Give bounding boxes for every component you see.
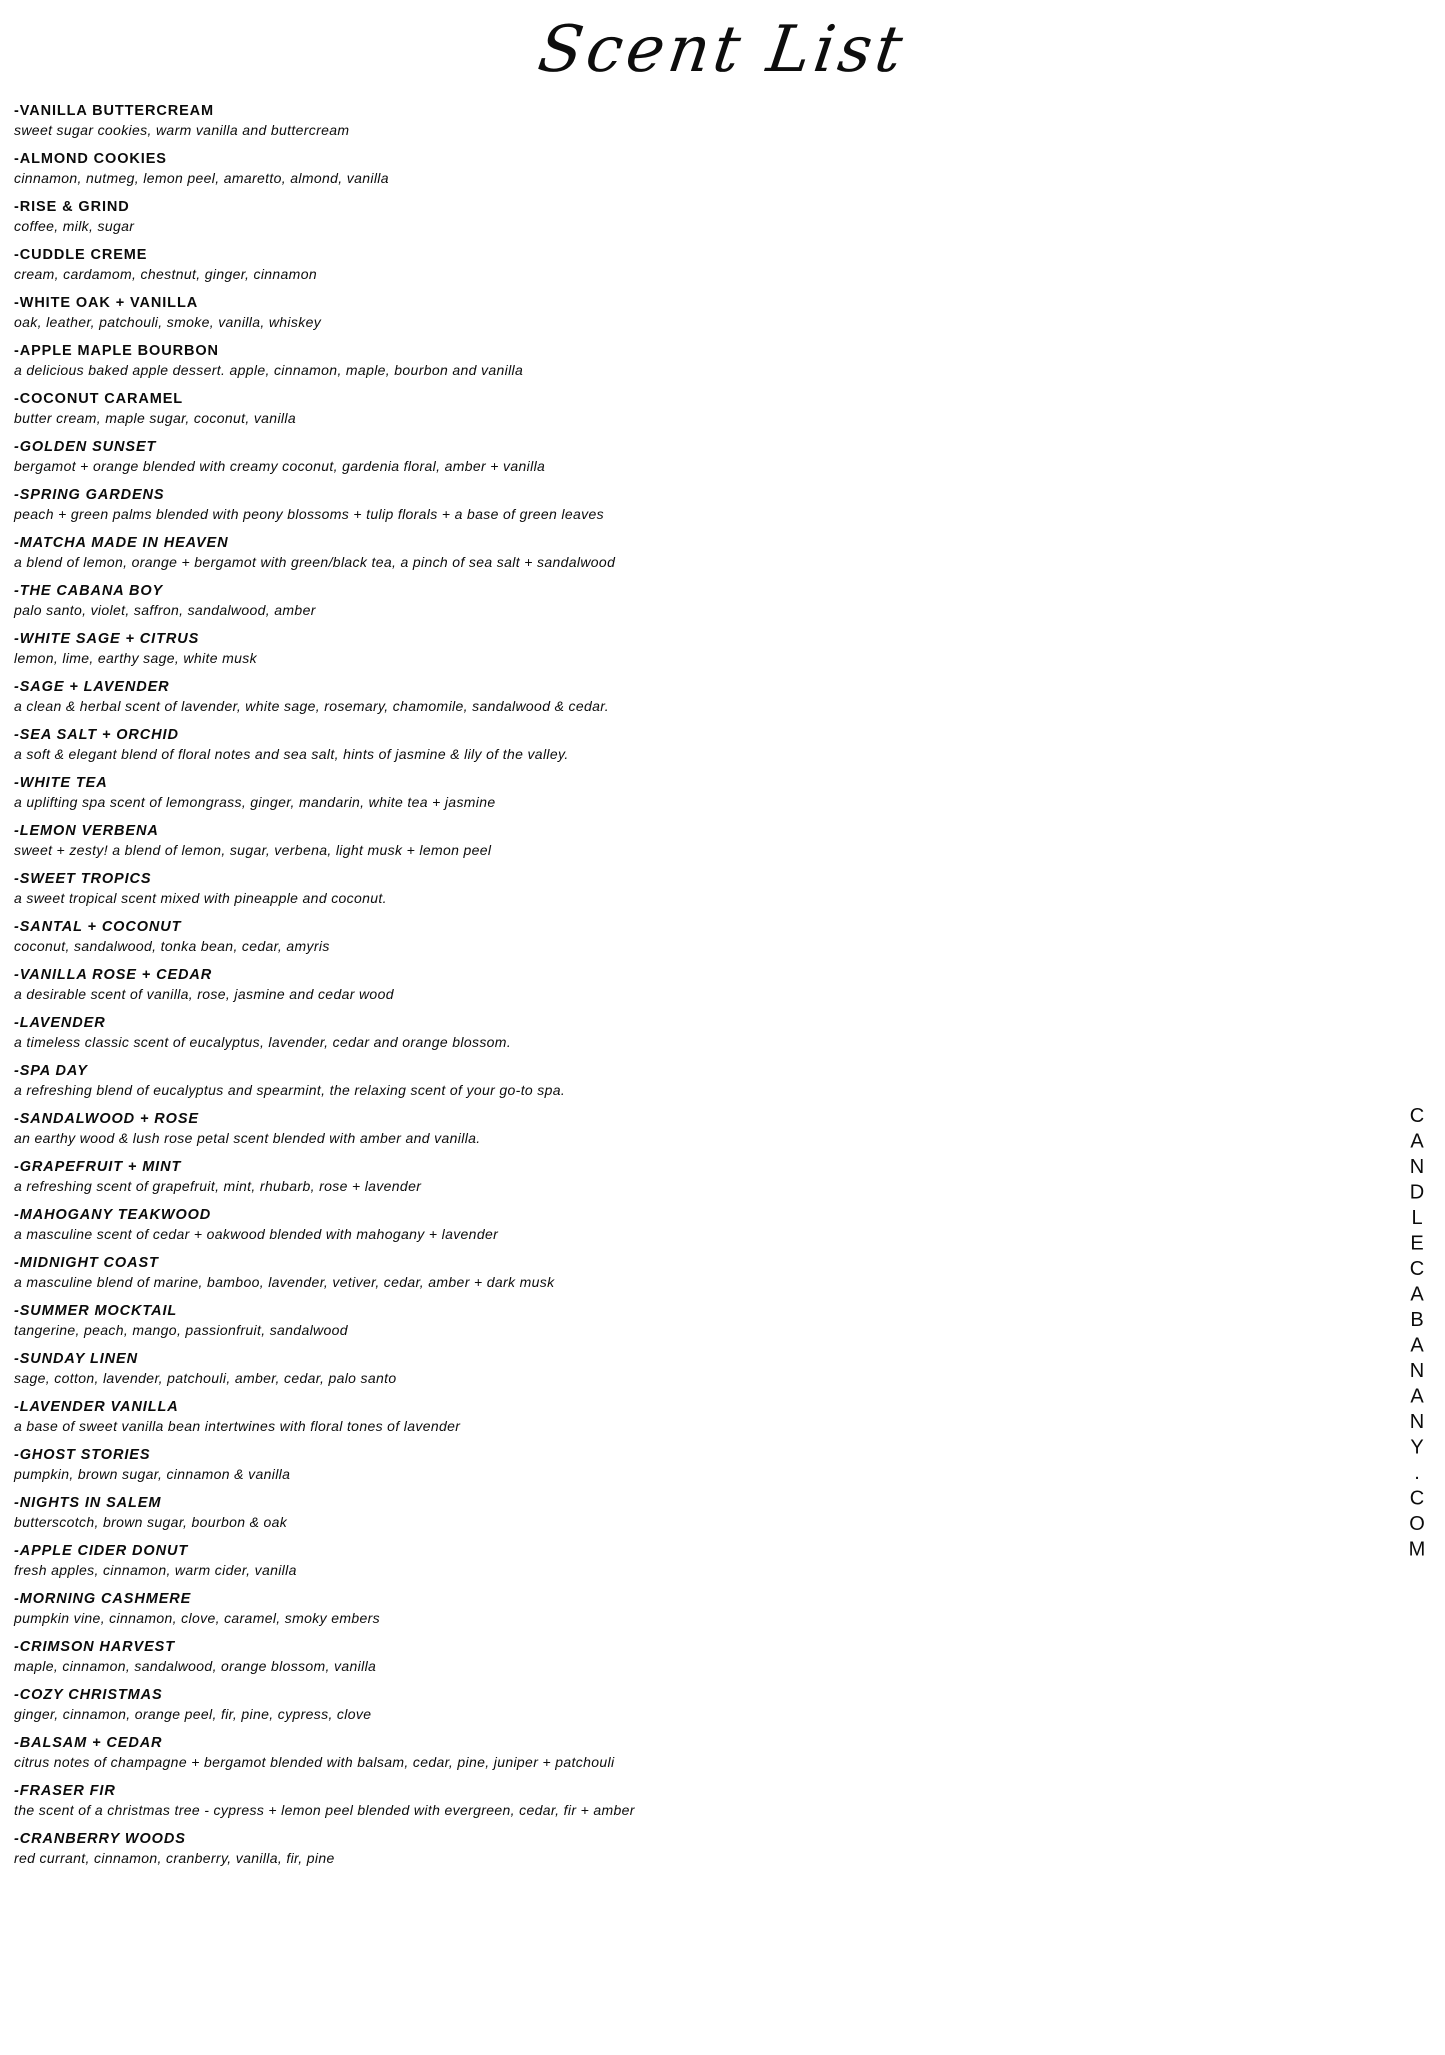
scent-name: -LAVENDER VANILLA [14,1399,179,1415]
scent-entry [14,294,1304,332]
scent-name: -RISE & GRIND [14,199,130,215]
scent-name: -SWEET TROPICS [14,871,152,887]
scent-description: maple, cinnamon, sandalwood, orange blossom, vanilla [14,1658,377,1674]
scent-name: -WHITE OAK + VANILLA [14,295,199,311]
scent-name: -SPRING GARDENS [14,487,165,503]
scent-description: oak, leather, patchouli, smoke, vanilla, whiskey [14,314,322,330]
scent-description: a blend of lemon, orange + bergamot with green/black tea, a pinch of sea salt + sandalwood [14,554,616,570]
scent-name: -CRANBERRY WOODS [14,1831,186,1847]
scent-description: a base of sweet vanilla bean intertwines with floral tones of lavender [14,1418,461,1434]
scent-entry [14,966,1304,1004]
scent-name: -GRAPEFRUIT + MINT [14,1159,182,1175]
scent-description: palo santo, violet, saffron, sandalwood, amber [14,602,316,618]
scent-entry [14,342,1304,380]
scent-entry [14,1638,1304,1676]
scent-description: a clean & herbal scent of lavender, white sage, rosemary, chamomile, sandalwood & cedar. [14,698,609,714]
scent-name: -ALMOND COOKIES [14,151,167,167]
page-title: Scent List [534,13,911,87]
scent-name: -MATCHA MADE IN HEAVEN [14,535,229,551]
scent-entry [14,1494,1304,1532]
scent-entry [14,1686,1304,1724]
scent-description: a desirable scent of vanilla, rose, jasmine and cedar wood [14,986,394,1002]
scent-list [14,102,1304,1878]
scent-description: citrus notes of champagne + bergamot blended with balsam, cedar, pine, juniper + patchouli [14,1754,615,1770]
scent-entry [14,486,1304,524]
scent-description: a masculine scent of cedar + oakwood blended with mahogany + lavender [14,1226,499,1242]
scent-description: sweet + zesty! a blend of lemon, sugar, verbena, light musk + lemon peel [14,842,492,858]
scent-entry [14,1062,1304,1100]
scent-name: -NIGHTS IN SALEM [14,1495,162,1511]
scent-description: bergamot + orange blended with creamy coconut, gardenia floral, amber + vanilla [14,458,546,474]
scent-entry [14,918,1304,956]
scent-name: -SANDALWOOD + ROSE [14,1111,199,1127]
scent-entry [14,1542,1304,1580]
scent-name: -SUMMER MOCKTAIL [14,1303,178,1319]
scent-description: lemon, lime, earthy sage, white musk [14,650,257,666]
scent-entry [14,198,1304,236]
scent-description: pumpkin vine, cinnamon, clove, caramel, smoky embers [14,1610,381,1626]
scent-entry [14,1734,1304,1772]
scent-entry [14,678,1304,716]
brand-vertical-text: CANDLECABANANY.COM [1406,1105,1428,1564]
scent-entry [14,1446,1304,1484]
scent-entry [14,1158,1304,1196]
scent-name: -MIDNIGHT COAST [14,1255,159,1271]
scent-name: -LAVENDER [14,1015,106,1031]
scent-name: -COZY CHRISTMAS [14,1687,163,1703]
scent-entry [14,630,1304,668]
scent-description: cinnamon, nutmeg, lemon peel, amaretto, almond, vanilla [14,170,389,186]
scent-description: an earthy wood & lush rose petal scent blended with amber and vanilla. [14,1130,481,1146]
scent-entry [14,726,1304,764]
scent-description: ginger, cinnamon, orange peel, fir, pine, cypress, clove [14,1706,372,1722]
scent-name: -SPA DAY [14,1063,88,1079]
scent-entry [14,1110,1304,1148]
scent-description: red currant, cinnamon, cranberry, vanilla, fir, pine [14,1850,335,1866]
scent-name: -BALSAM + CEDAR [14,1735,163,1751]
scent-description: a sweet tropical scent mixed with pineapple and coconut. [14,890,387,906]
scent-name: -SEA SALT + ORCHID [14,727,179,743]
scent-name: -GOLDEN SUNSET [14,439,157,455]
scent-name: -MAHOGANY TEAKWOOD [14,1207,212,1223]
scent-entry [14,534,1304,572]
scent-description: butter cream, maple sugar, coconut, vanilla [14,410,296,426]
scent-entry [14,1782,1304,1820]
scent-entry [14,582,1304,620]
scent-name: -LEMON VERBENA [14,823,159,839]
scent-entry [14,822,1304,860]
scent-entry [14,1830,1304,1868]
scent-description: butterscotch, brown sugar, bourbon & oak [14,1514,288,1530]
scent-description: sweet sugar cookies, warm vanilla and buttercream [14,122,350,138]
scent-entry [14,1590,1304,1628]
scent-entry [14,1398,1304,1436]
scent-name: -SANTAL + COCONUT [14,919,182,935]
scent-description: tangerine, peach, mango, passionfruit, sandalwood [14,1322,348,1338]
scent-name: -CUDDLE CREME [14,247,148,263]
scent-name: -APPLE MAPLE BOURBON [14,343,219,359]
scent-entry [14,774,1304,812]
scent-description: peach + green palms blended with peony blossoms + tulip florals + a base of green leaves [14,506,604,522]
scent-description: a refreshing scent of grapefruit, mint, rhubarb, rose + lavender [14,1178,422,1194]
scent-entry [14,150,1304,188]
scent-description: the scent of a christmas tree - cypress + lemon peel blended with evergreen, cedar, fir + amber [14,1802,635,1818]
scent-entry [14,1206,1304,1244]
scent-description: a masculine blend of marine, bamboo, lavender, vetiver, cedar, amber + dark musk [14,1274,555,1290]
scent-name: -WHITE TEA [14,775,108,791]
scent-description: fresh apples, cinnamon, warm cider, vanilla [14,1562,297,1578]
scent-description: sage, cotton, lavender, patchouli, amber, cedar, palo santo [14,1370,397,1386]
scent-entry [14,1302,1304,1340]
scent-entry [14,390,1304,428]
scent-description: pumpkin, brown sugar, cinnamon & vanilla [14,1466,291,1482]
scent-entry [14,1350,1304,1388]
scent-name: -COCONUT CARAMEL [14,391,184,407]
scent-entry [14,102,1304,140]
scent-name: -THE CABANA BOY [14,583,164,599]
scent-entry [14,1014,1304,1052]
scent-description: a timeless classic scent of eucalyptus, lavender, cedar and orange blossom. [14,1034,512,1050]
scent-name: -FRASER FIR [14,1783,116,1799]
scent-description: a uplifting spa scent of lemongrass, ginger, mandarin, white tea + jasmine [14,794,496,810]
scent-entry [14,1254,1304,1292]
scent-name: -MORNING CASHMERE [14,1591,192,1607]
scent-name: -VANILLA ROSE + CEDAR [14,967,213,983]
scent-name: -SUNDAY LINEN [14,1351,138,1367]
scent-name: -APPLE CIDER DONUT [14,1543,189,1559]
scent-name: -VANILLA BUTTERCREAM [14,103,215,119]
scent-description: coffee, milk, sugar [14,218,135,234]
scent-entry [14,246,1304,284]
scent-name: -CRIMSON HARVEST [14,1639,176,1655]
scent-entry [14,870,1304,908]
scent-description: coconut, sandalwood, tonka bean, cedar, amyris [14,938,330,954]
scent-description: a refreshing blend of eucalyptus and spearmint, the relaxing scent of your go-to spa. [14,1082,566,1098]
page-title-container [0,0,1445,100]
scent-description: a soft & elegant blend of floral notes and sea salt, hints of jasmine & lily of the valley. [14,746,569,762]
scent-description: a delicious baked apple dessert. apple, cinnamon, maple, bourbon and vanilla [14,362,524,378]
scent-name: -WHITE SAGE + CITRUS [14,631,200,647]
scent-name: -GHOST STORIES [14,1447,151,1463]
scent-description: cream, cardamom, chestnut, ginger, cinnamon [14,266,317,282]
scent-entry [14,438,1304,476]
scent-name: -SAGE + LAVENDER [14,679,170,695]
